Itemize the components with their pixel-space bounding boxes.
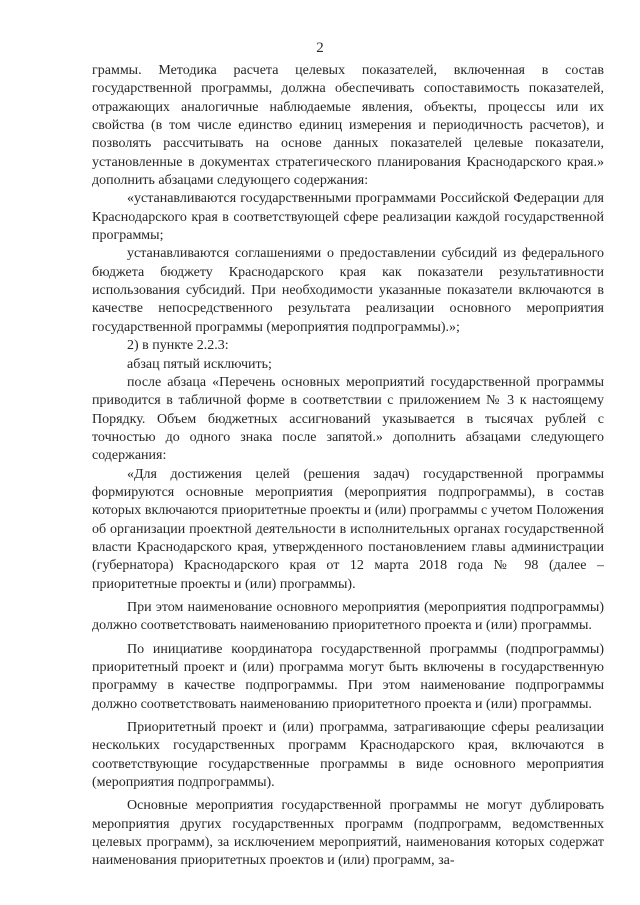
paragraph-7: «Для достижения целей (решения задач) государственной программы формируются основные мероприятия (мероприятия подпрограммы), в состав которых включаются приоритетные проекты и (или) программы с учетом Положения об организации проектной деятельности в исполнительных органах государственной власти Краснодарского края, утвержденного постановлением главы администрации (губернатора) Краснодарского края от 12 марта 2018 года № 98 (далее – приоритетные проекты и (или) программы). <box>92 466 604 592</box>
paragraph-2: «устанавливаются государственными программами Российской Федерации для Краснодарского края в соответствующей сфере реализации каждой государственной программы; <box>92 191 604 244</box>
paragraph-9: По инициативе координатора государственной программы (подпрограммы) приоритетный проект и (или) программа могут быть включены в государственную программу в качестве подпрограммы. При этом наименование подпрограммы должно соответствовать наименованию приоритетного проекта и (или) программы. <box>92 641 604 712</box>
page-number: 2 <box>316 40 324 56</box>
paragraph-6: после абзаца «Перечень основных мероприятий государственной программы приводится в табличной форме в соответствии с приложением № 3 к настоящему Порядку. Объем бюджетных ассигнований указывается в тысячах рублей с точностью до одного знака после запятой.» дополнить абзацами следующего содержания: <box>92 374 604 464</box>
paragraph-5: абзац пятый исключить; <box>127 356 272 372</box>
paragraph-3: устанавливаются соглашениями о предоставлении субсидий из федерального бюджета бюджету Краснодарского края как показатели результативности использования субсидий. При необходимости указанные показатели включаются в качестве непосредственного результата реализации основного мероприятия государственной программы (мероприятия подпрограммы).»; <box>92 246 604 335</box>
paragraph-1: граммы. Методика расчета целевых показателей, включенная в состав государственной программы, должна обеспечивать сопоставимость показателей, отражающих аналогичные наблюдаемые явления, объекты, процессы или их свойства (в том числе единство единиц измерения и периодичность расчетов), и позволять рассчитывать на основе данных показателей целевые показатели, установленные в документах стратегического планирования Краснодарского края.» дополнить абзацами следующего содержания: <box>92 63 604 189</box>
paragraph-8: При этом наименование основного мероприятия (мероприятия подпрограммы) должно соответствовать наименованию приоритетного проекта и (или) программы. <box>92 599 604 634</box>
paragraph-4: 2) в пункте 2.2.3: <box>127 338 229 354</box>
paragraph-10: Приоритетный проект и (или) программа, затрагивающие сферы реализации нескольких государственных программ Краснодарского края, включаются в соответствующие государственные программы в виде основного мероприятия (мероприятия подпрограммы). <box>92 720 604 791</box>
document-body <box>92 62 604 871</box>
paragraph-11: Основные мероприятия государственной программы не могут дублировать мероприятия других государственных программ (подпрограмм, ведомственных целевых программ), за исключением мероприятий, наименования которых содержат наименования приоритетных проектов и (или) программ, за- <box>92 798 604 869</box>
